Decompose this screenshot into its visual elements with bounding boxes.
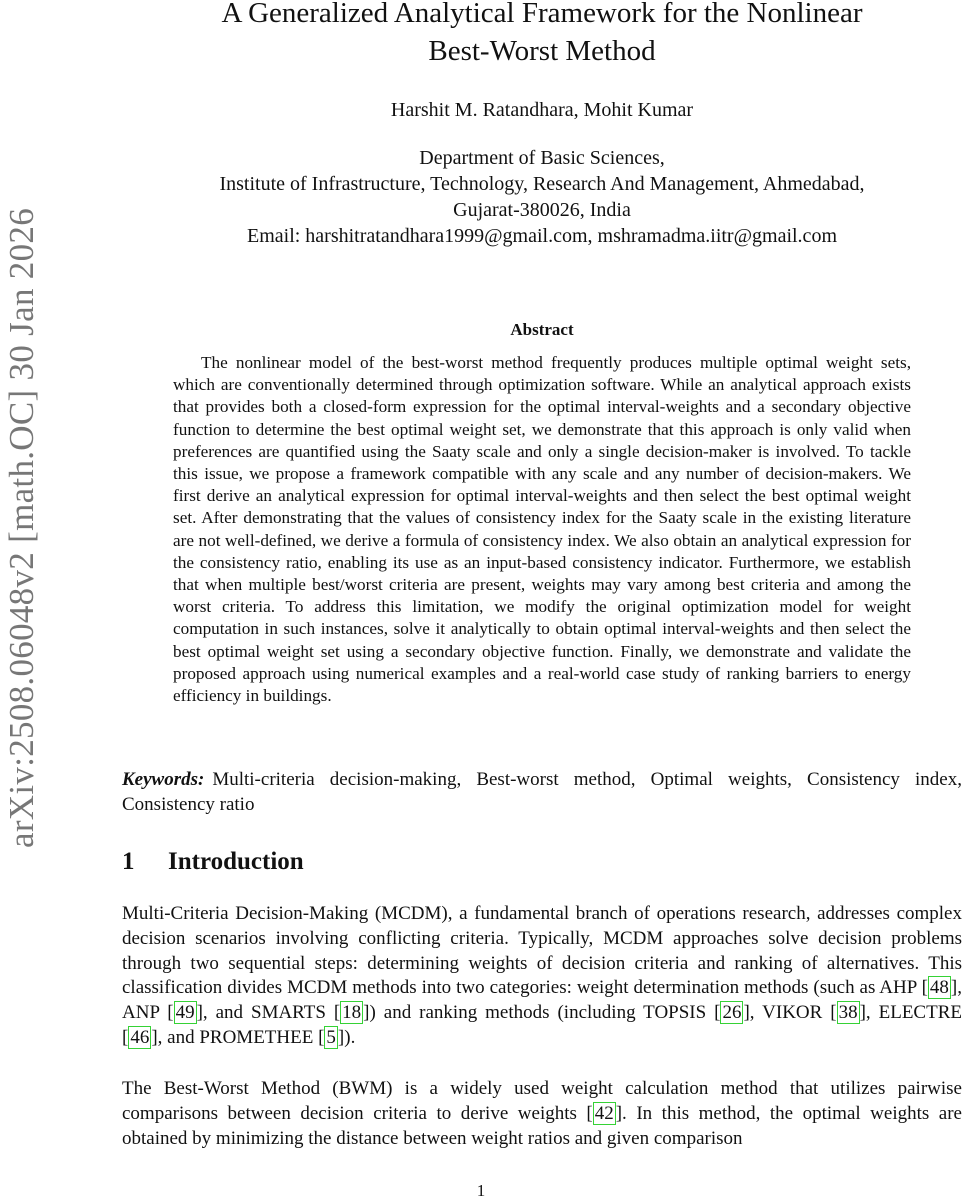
citation-link[interactable]: 42 <box>594 1102 614 1124</box>
section-heading-introduction <box>122 848 962 876</box>
title-line-2: Best-Worst Method <box>428 35 656 67</box>
keywords-text: Multi-criteria decision-making, Best-worst method, Optimal weights, Consistency index, Consistency ratio <box>122 769 962 815</box>
keywords-label: Keywords: <box>122 769 205 790</box>
paragraph-text: ], and PROMETHEE [ <box>151 1026 325 1048</box>
affiliation-department: Department of Basic Sciences, <box>419 147 665 169</box>
affiliation-block <box>122 145 962 249</box>
introduction-paragraph-2 <box>122 1077 962 1151</box>
arxiv-identifier-stamp <box>0 185 44 870</box>
paragraph-text: ], ELECTRE [ <box>122 1002 962 1048</box>
paper-title <box>122 0 962 70</box>
paragraph-text: ]) and ranking methods (including TOPSIS [ <box>363 1002 721 1024</box>
paragraph-text: ]). <box>337 1026 356 1048</box>
paragraph-text: ], VIKOR [ <box>743 1002 837 1024</box>
citation-link[interactable]: 49 <box>175 1002 195 1024</box>
title-line-1: A Generalized Analytical Framework for the Nonlinear <box>221 0 863 29</box>
author-list: Harshit M. Ratandhara, Mohit Kumar <box>390 99 694 121</box>
page-number: 1 <box>476 1181 486 1200</box>
citation-link[interactable]: 46 <box>130 1026 150 1048</box>
citation-link[interactable]: 48 <box>929 977 949 999</box>
arxiv-identifier-text: arXiv:2508.06048v2 [math.OC] 30 Jan 2026 <box>2 207 42 848</box>
paragraph-text: Multi-Criteria Decision-Making (MCDM), a fundamental branch of operations research, addresses complex decision scenarios involving conflicting criteria. Typically, MCDM approaches solve decision problems through two sequential steps: determining weights of decision criteria and ranking of alternatives. This classification divides MCDM methods into two categories: weight determination methods (such as AHP [ <box>122 903 962 999</box>
paragraph-text: The Best-Worst Method (BWM) is a widely used weight calculation method that utilizes pairwise comparisons between decision criteria to derive weights [ <box>122 1078 962 1124</box>
paragraph-text: ]. In this method, the optimal weights are obtained by minimizing the distance between weight ratios and given comparison <box>122 1102 962 1149</box>
abstract-heading: Abstract <box>510 320 574 339</box>
keywords-line <box>122 767 962 817</box>
paragraph-text: ], and SMARTS [ <box>196 1002 341 1024</box>
affiliation-institute: Institute of Infrastructure, Technology, Research And Management, Ahmedabad, <box>219 173 865 195</box>
introduction-paragraph-1 <box>122 902 962 1051</box>
citation-link[interactable]: 18 <box>342 1002 362 1024</box>
abstract-body: The nonlinear model of the best-worst method frequently produces multiple optimal weight sets, which are conventionally determined through optimization software. While an analytical approach exists that provides both a closed-form expression for the optimal interval-weights and a secondary objective function to determine the best optimal weight set, we demonstrate that this approach is only valid when preferences are quantified using the Saaty scale and only a single decision-maker is involved. To tackle this issue, we propose a framework compatible with any scale and any number of decision-makers. We first derive an analytical expression for optimal interval-weights and then select the best optimal weight set. After demonstrating that the values of consistency index for the Saaty scale in the existing literature are not well-defined, we derive a formula of consistency index. We also obtain an analytical expression for the consistency ratio, enabling its use as an input-based consistency indicator. Furthermore, we establish that when multiple best/worst criteria are present, weights may vary among best criteria and among the worst criteria. To address this limitation, we modify the original optimization model for weight computation in such instances, solve it analytically to obtain optimal interval-weights and then select the best optimal weight set using a secondary objective function. Finally, we demonstrate and validate the proposed approach using numerical examples and a real-world case study of ranking barriers to energy efficiency in buildings. <box>173 353 911 706</box>
paragraph-text: ], ANP [ <box>122 977 962 1024</box>
citation-link[interactable]: 26 <box>722 1002 742 1024</box>
citation-link[interactable]: 38 <box>838 1002 858 1024</box>
affiliation-location: Gujarat-380026, India <box>453 199 631 221</box>
citation-link[interactable]: 5 <box>326 1026 336 1048</box>
section-title: Introduction <box>168 848 304 875</box>
section-number: 1 <box>122 848 135 875</box>
affiliation-email: Email: harshitratandhara1999@gmail.com, mshramadma.iitr@gmail.com <box>246 225 837 247</box>
